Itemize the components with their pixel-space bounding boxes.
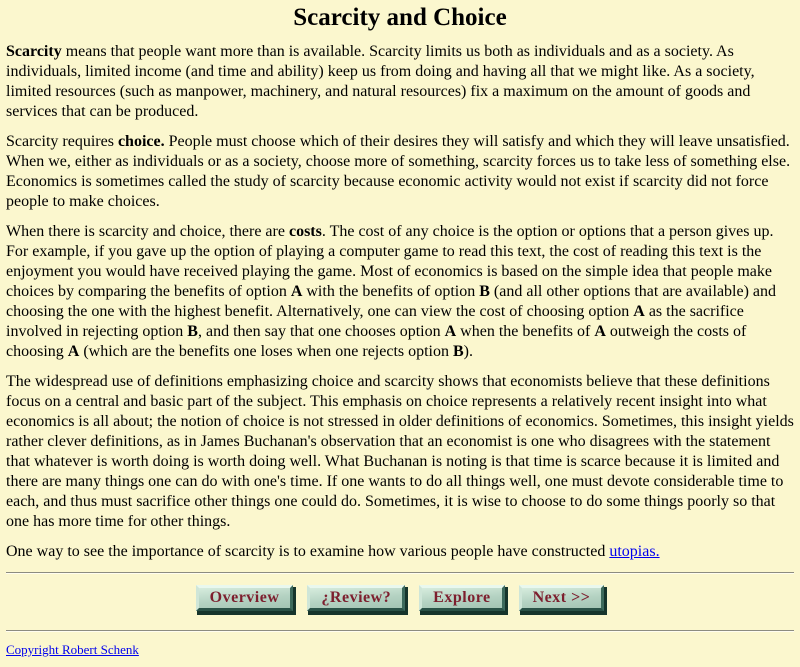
review-button[interactable]: ¿Review? xyxy=(307,585,405,611)
bold-term: A xyxy=(67,343,80,360)
article-body xyxy=(6,42,794,562)
text-run: People must choose which of their desires they will satisfy and which they will leave unsatisfied. When we, either as individuals or as a society, choose more of something, scarcity forces us to take less of something else. Economics is sometimes called the study of scarcity because economic activity would not exist if scarcity did not force people to make choices. xyxy=(6,133,791,210)
bold-term: costs xyxy=(288,223,322,240)
paragraph xyxy=(6,372,794,532)
text-run: Scarcity requires xyxy=(6,133,118,150)
bold-term: A xyxy=(594,323,606,340)
paragraph xyxy=(6,542,794,562)
text-run: One way to see the importance of scarcity is to examine how various people have constructed xyxy=(6,543,610,560)
explore-button[interactable]: Explore xyxy=(419,585,504,611)
text-run: outweigh the costs of choosing xyxy=(6,323,747,360)
nav-bar xyxy=(6,583,794,617)
paragraph xyxy=(6,132,794,212)
bold-term: A xyxy=(633,303,645,320)
text-run: ). xyxy=(463,343,473,360)
paragraph xyxy=(6,222,794,362)
next-button[interactable]: Next >> xyxy=(519,585,605,611)
bold-term: A xyxy=(444,323,457,340)
paragraph xyxy=(6,42,794,122)
footer xyxy=(6,639,794,667)
text-run: , and then say that one chooses option xyxy=(197,323,445,340)
copyright-link[interactable]: Copyright Robert Schenk xyxy=(6,642,139,657)
bold-term: B xyxy=(187,323,198,340)
page-title: Scarcity and Choice xyxy=(293,4,507,31)
top-divider xyxy=(6,572,794,574)
text-run: . The cost of any choice is the option or options that a person gives up. For example, if you gave up the option of playing a computer game to read this text, the cost of reading this text is the enjoyment you would have received playing the game. Most of economics is based on the simple idea that people make choices by comparing the benefits of option xyxy=(6,223,774,300)
bold-term: choice. xyxy=(117,133,165,150)
text-run: as the sacrifice involved in rejecting option xyxy=(6,303,744,340)
overview-button[interactable]: Overview xyxy=(196,585,294,611)
bold-term: Scarcity xyxy=(6,43,62,60)
text-run: means that people want more than is available. Scarcity limits us both as individuals and as a society. As individuals, limited income (and time and ability) keep us from doing and having all that we might like. As a society, limited resources (such as manpower, machinery, and natural resources) fix a maximum on the amount of goods and services that can be produced. xyxy=(6,43,755,120)
bottom-divider xyxy=(6,630,794,632)
text-run: (and all other options that are available) and choosing the one with the highest benefit. Alternatively, one can view the cost of choosing option xyxy=(6,283,777,320)
bold-term: B xyxy=(479,283,490,300)
text-run: (which are the benefits one loses when one rejects option xyxy=(79,343,453,360)
bold-term: A xyxy=(290,283,303,300)
utopias-link[interactable]: utopias. xyxy=(609,543,660,560)
text-run: The widespread use of definitions emphasizing choice and scarcity shows that economists believe that these definitions focus on a central and basic part of the subject. This emphasis on choice represents a relatively recent insight into what economics is all about; the notion of choice is not stressed in older definitions of economics. Sometimes, this insight yields rather clever definitions, as in James Buchanan's observation that an economist is one who disagrees with the statement that whatever is worth doing is worth doing well. What Buchanan is noting is that time is scarce because it is limited and there are many things one can do with one's time. If one wants to do all things well, one must devote considerable time to each, and thus must sacrifice other things one could do. Sometimes, it is wise to choose to do some things poorly so that one has more time for other things. xyxy=(6,373,794,530)
text-run: When there is scarcity and choice, there are xyxy=(6,223,289,240)
bold-term: B xyxy=(453,343,464,360)
text-run: when the benefits of xyxy=(456,323,595,340)
text-run: with the benefits of option xyxy=(302,283,480,300)
